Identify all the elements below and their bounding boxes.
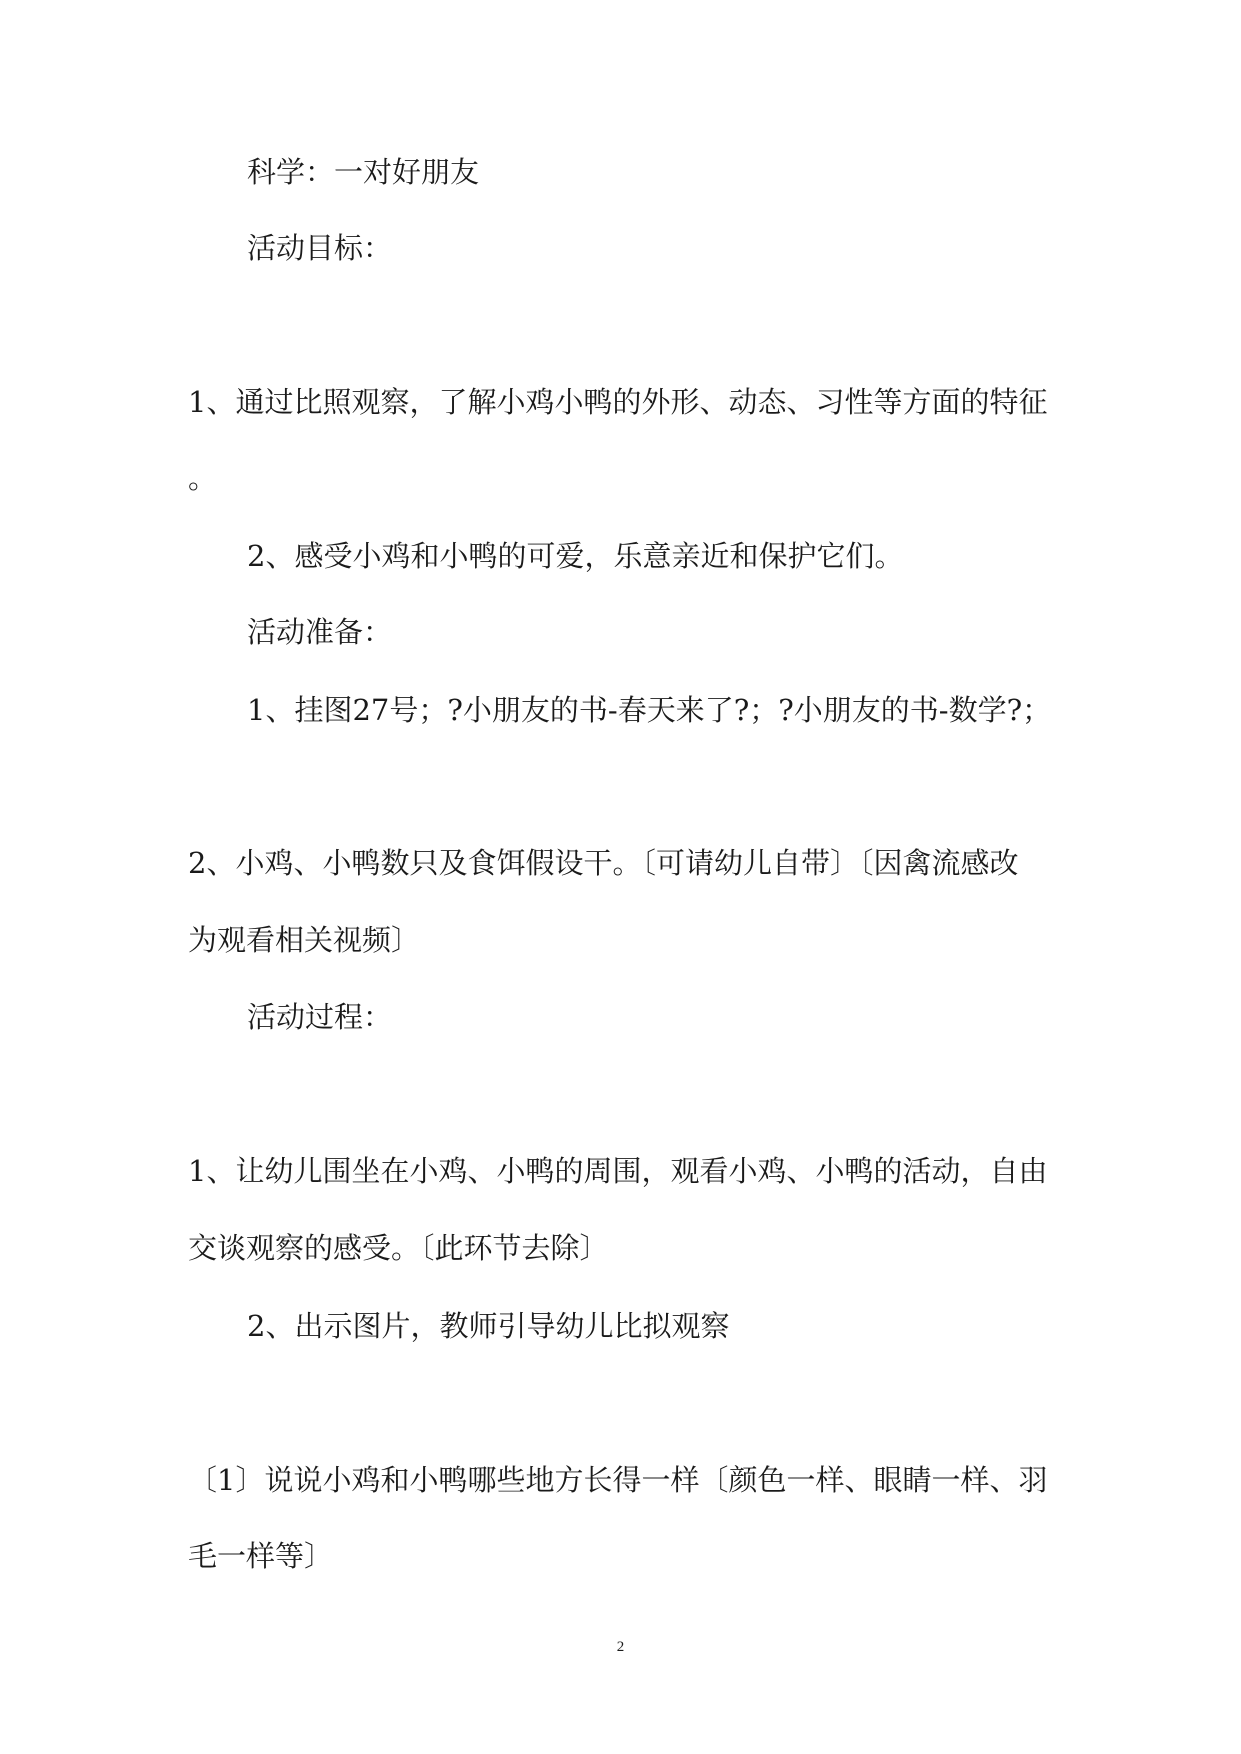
- preparation-item-1: 1、挂图27号；?小朋友的书-春天来了?；?小朋友的书-数学?；: [247, 693, 1052, 727]
- section-heading-goals: 活动目标：: [247, 231, 393, 265]
- lesson-title: 科学：一对好朋友: [247, 155, 480, 189]
- goal-item-1-continuation: 。: [188, 461, 218, 495]
- goal-item-1: 1、通过比照观察，了解小鸡小鸭的外形、动态、习性等方面的特征: [188, 385, 1048, 419]
- section-heading-preparation: 活动准备：: [247, 615, 393, 649]
- section-heading-process: 活动过程：: [247, 1000, 393, 1034]
- page-number: 2: [616, 1639, 625, 1655]
- process-subitem-1: 〔1〕说说小鸡和小鸭哪些地方长得一样〔颜色一样、眼睛一样、羽: [188, 1463, 1048, 1497]
- preparation-item-2: 2、小鸡、小鸭数只及食饵假设干。〔可请幼儿自带〕〔因禽流感改: [188, 846, 1019, 880]
- process-item-2: 2、出示图片，教师引导幼儿比拟观察: [247, 1309, 730, 1343]
- process-item-1: 1、让幼儿围坐在小鸡、小鸭的周围，观看小鸡、小鸭的活动，自由: [188, 1154, 1048, 1188]
- process-subitem-1-continuation: 毛一样等〕: [188, 1539, 334, 1573]
- goal-item-2: 2、感受小鸡和小鸭的可爱，乐意亲近和保护它们。: [247, 539, 904, 573]
- preparation-item-2-continuation: 为观看相关视频〕: [188, 923, 421, 957]
- process-item-1-continuation: 交谈观察的感受。〔此环节去除〕: [188, 1231, 609, 1265]
